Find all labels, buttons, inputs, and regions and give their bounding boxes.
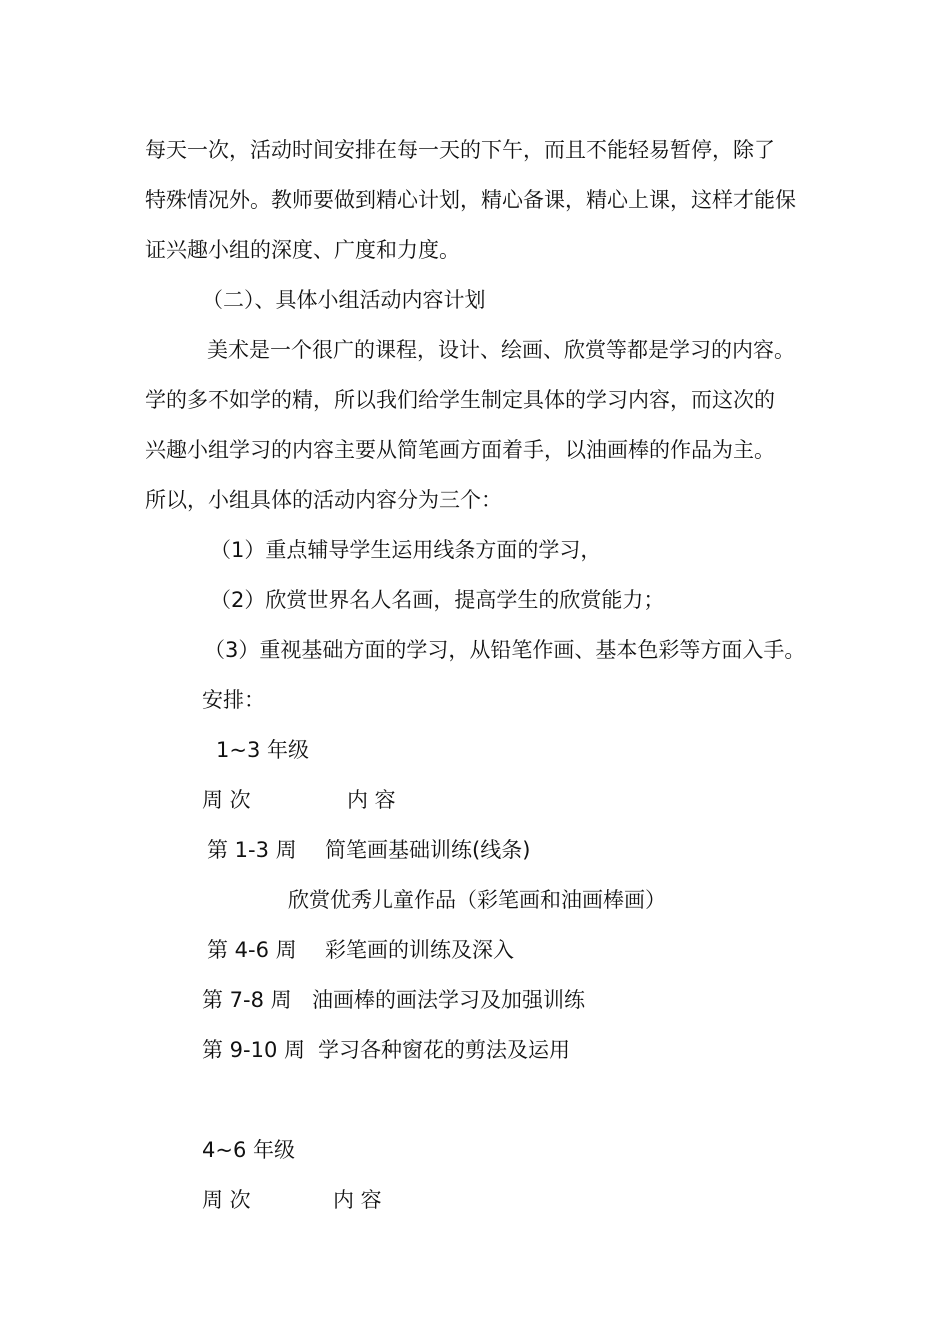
header-week: 周 次 xyxy=(202,788,251,812)
list-item: （2）欣赏世界名人名画，提高学生的欣赏能力； xyxy=(210,588,665,612)
row-week: 第 7-8 周 xyxy=(202,988,292,1012)
row-content: 彩笔画的训练及深入 xyxy=(325,938,514,962)
grade-group-2-title: 4~6 年级 xyxy=(202,1138,295,1162)
header-week: 周 次 xyxy=(202,1188,251,1212)
row-content: 学习各种窗花的剪法及运用 xyxy=(318,1038,570,1062)
paragraph-2-line-2: 学的多不如学的精，所以我们给学生制定具体的学习内容，而这次的 xyxy=(145,388,775,412)
paragraph-2-line-1: 美术是一个很广的课程，设计、绘画、欣赏等都是学习的内容。 xyxy=(207,338,795,362)
row-week: 第 4-6 周 xyxy=(207,938,297,962)
paragraph-1-line-1: 每天一次，活动时间安排在每一天的下午，而且不能轻易暂停，除了 xyxy=(145,138,775,162)
list-item: （3）重视基础方面的学习，从铅笔作画、基本色彩等方面入手。 xyxy=(204,638,806,662)
grade-group-1-title: 1~3 年级 xyxy=(216,738,309,762)
header-content: 内 容 xyxy=(333,1188,382,1212)
paragraph-1-line-3: 证兴趣小组的深度、广度和力度。 xyxy=(145,238,460,262)
paragraph-2-line-4: 所以，小组具体的活动内容分为三个： xyxy=(145,488,502,512)
row-content: 油画棒的画法学习及加强训练 xyxy=(312,988,585,1012)
paragraph-1-line-2: 特殊情况外。教师要做到精心计划，精心备课，精心上课，这样才能保 xyxy=(145,188,796,212)
row-week: 第 1-3 周 xyxy=(207,838,297,862)
row-week: 第 9-10 周 xyxy=(202,1038,306,1062)
list-item: （1）重点辅导学生运用线条方面的学习， xyxy=(210,538,602,562)
section-heading: （二）、具体小组活动内容计划 xyxy=(202,288,486,312)
row-content: 简笔画基础训练(线条) xyxy=(325,838,531,862)
arrangement-label: 安排： xyxy=(202,688,265,712)
header-content: 内 容 xyxy=(347,788,396,812)
paragraph-2-line-3: 兴趣小组学习的内容主要从简笔画方面着手，以油画棒的作品为主。 xyxy=(145,438,775,462)
row-content: 欣赏优秀儿童作品（彩笔画和油画棒画） xyxy=(288,888,666,912)
